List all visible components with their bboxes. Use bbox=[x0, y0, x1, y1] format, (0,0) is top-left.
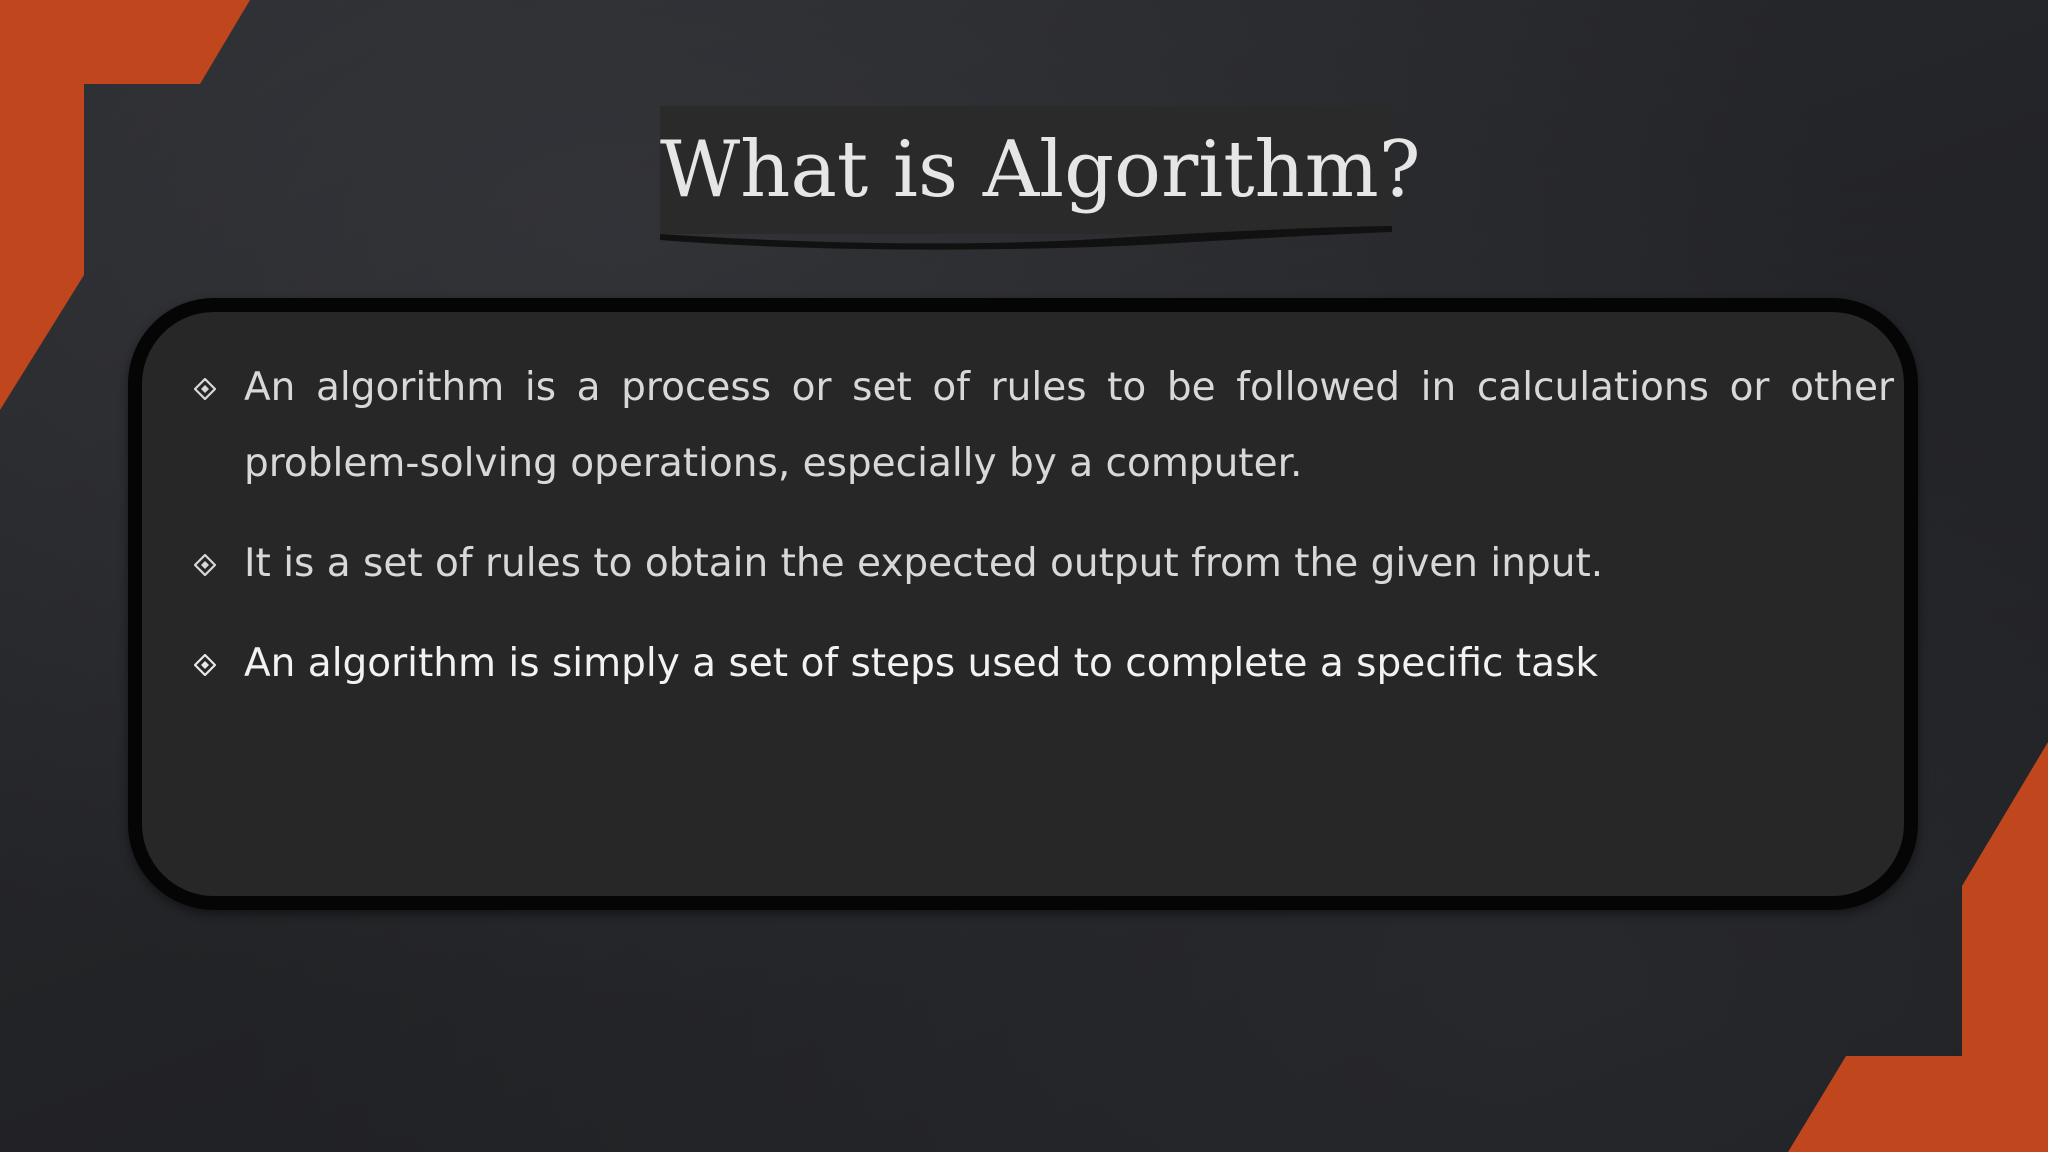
bullet-text: An algorithm is simply a set of steps used to complete a specific task bbox=[244, 641, 1598, 686]
diamond-bullet-icon bbox=[194, 378, 216, 400]
diamond-bullet-icon bbox=[194, 554, 216, 576]
title-banner bbox=[660, 106, 1421, 256]
bullet-item bbox=[194, 526, 1894, 602]
diamond-bullet-icon bbox=[194, 654, 216, 676]
bullet-item bbox=[194, 626, 1894, 702]
bullet-list bbox=[194, 350, 1894, 726]
slide-title: What is Algorithm? bbox=[660, 125, 1421, 215]
bullet-text: An algorithm is a process or set of rules to be followed in calculations or other problem-solving operations, especially by a computer. bbox=[244, 365, 1894, 486]
bullet-text: It is a set of rules to obtain the expected output from the given input. bbox=[244, 541, 1604, 586]
content-box bbox=[128, 298, 1918, 910]
bullet-item bbox=[194, 350, 1894, 502]
